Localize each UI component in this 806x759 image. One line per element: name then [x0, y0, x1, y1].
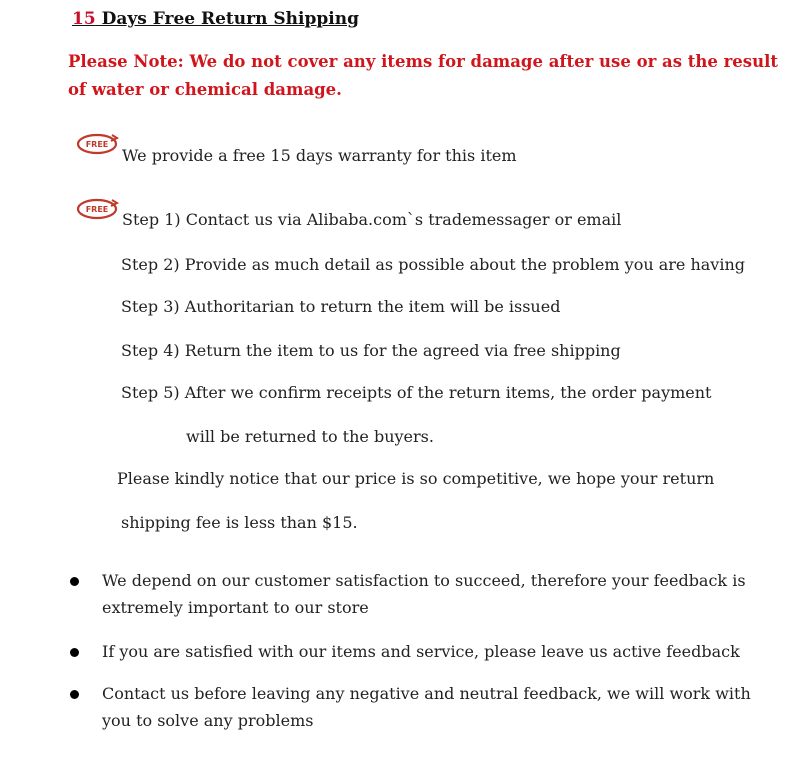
- bullet-dot: [70, 577, 79, 586]
- page-title: [72, 9, 359, 29]
- title-text: Days Free Return Shipping: [95, 9, 359, 29]
- free-icon: [76, 197, 120, 221]
- free-icon-label: FREE: [85, 205, 109, 214]
- step-3: Step 3) Authoritarian to return the item will be issued: [121, 297, 561, 316]
- bullet-3-line-2: you to solve any problems: [102, 711, 314, 730]
- bullet-3-line-1: Contact us before leaving any negative and neutral feedback, we will work with: [102, 684, 751, 703]
- step-1: Step 1) Contact us via Alibaba.com`s trademessager or email: [122, 210, 622, 229]
- bullet-dot: [70, 648, 79, 657]
- price-notice-line-1: Please kindly notice that our price is so competitive, we hope your return: [117, 469, 715, 488]
- bullet-1-line-2: extremely important to our store: [102, 598, 369, 617]
- price-notice-line-2: shipping fee is less than $15.: [121, 513, 358, 532]
- note-line-1: Please Note: We do not cover any items for damage after use or as the result: [68, 52, 778, 71]
- free-icon-label: FREE: [85, 140, 109, 149]
- bullet-2-line-1: If you are satisfied with our items and service, please leave us active feedback: [102, 642, 740, 661]
- note-line-2: of water or chemical damage.: [68, 80, 342, 99]
- step-5-continued: will be returned to the buyers.: [186, 427, 434, 446]
- step-2: Step 2) Provide as much detail as possible about the problem you are having: [121, 255, 746, 274]
- step-4: Step 4) Return the item to us for the agreed via free shipping: [121, 341, 621, 360]
- free-icon: [76, 132, 120, 156]
- bullet-1-line-1: We depend on our customer satisfaction to succeed, therefore your feedback is: [102, 571, 746, 590]
- warranty-text: We provide a free 15 days warranty for this item: [122, 146, 517, 165]
- bullet-dot: [70, 690, 79, 699]
- step-5: Step 5) After we confirm receipts of the return items, the order payment: [121, 383, 712, 402]
- title-number: 15: [72, 9, 96, 29]
